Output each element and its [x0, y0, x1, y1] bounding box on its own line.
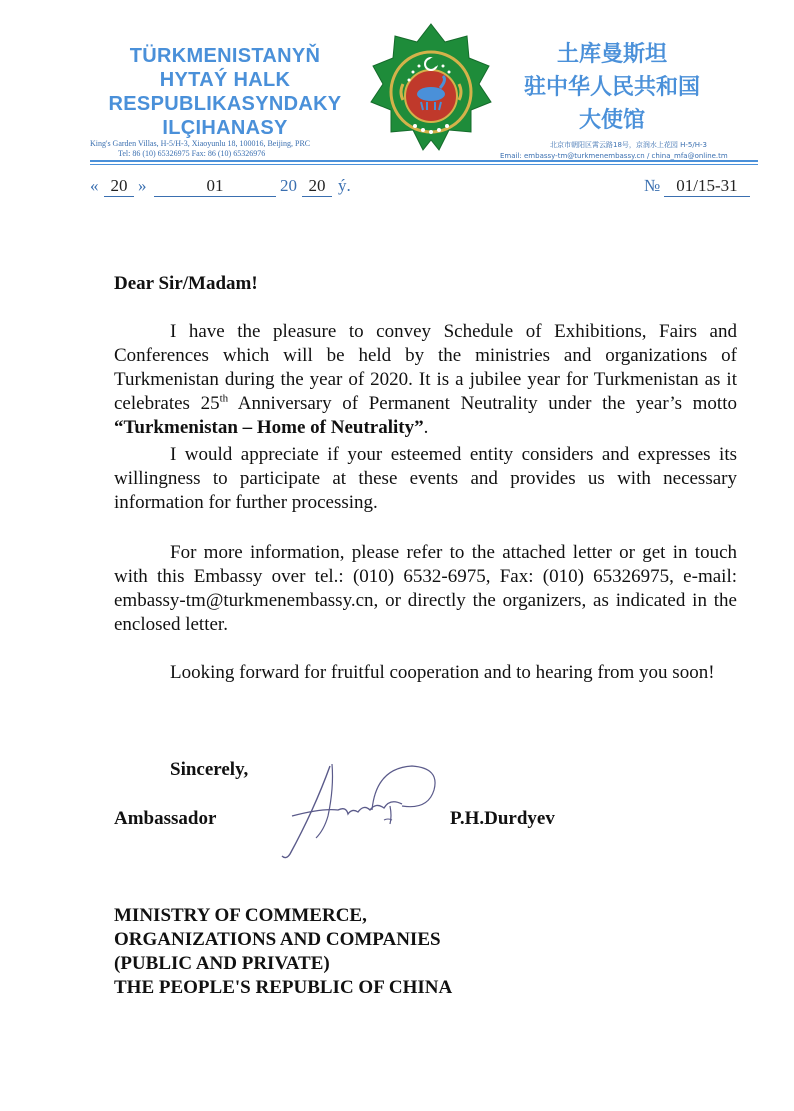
reference-number-label: №	[644, 176, 661, 195]
date-reference-row	[90, 176, 758, 202]
letterhead-left	[90, 44, 360, 158]
letterhead-left-line-2: HYTAÝ HALK	[159, 69, 291, 91]
turkmenistan-emblem-icon	[361, 22, 501, 162]
date-close-quote: »	[138, 176, 147, 195]
letterhead-right-line-2: 驻中华人民共和国	[523, 75, 700, 100]
signer-title: Ambassador	[114, 808, 217, 829]
recipient-block	[114, 904, 737, 1000]
recipient-line-4: THE PEOPLE'S REPUBLIC OF CHINA	[114, 977, 453, 998]
letterhead-right-address-1: 北京市朝阳区霄云路18号，京润水上花园 H-5/H-3	[550, 141, 707, 149]
date-year-mark: ý.	[338, 176, 351, 195]
closing: Sincerely,	[170, 759, 249, 780]
letterhead-right-address-2: Email: embassy-tm@turkmenembassy.cn / china_mfa@online.tm	[500, 152, 728, 160]
letterhead-right-address	[500, 140, 760, 162]
letterhead-left-address-2: Tel: 86 (10) 65326975 Fax: 86 (10) 65326976	[118, 149, 266, 158]
letterhead-left-line-4: ILÇIHANASY	[162, 117, 288, 139]
paragraph-1-end: .	[423, 417, 429, 438]
paragraph-1	[114, 320, 737, 440]
date-year-suffix: 20	[302, 176, 332, 197]
letterhead-rule	[90, 160, 758, 162]
letterhead-left-line-1: TÜRKMENISTANYŇ	[129, 45, 321, 67]
letterhead-left-line-3: RESPUBLIKASYNDAKY	[108, 93, 342, 115]
letterhead-right	[500, 38, 728, 160]
date-day: 20	[104, 176, 134, 197]
date-year-prefix: 20	[280, 176, 297, 195]
greeting: Dear Sir/Madam!	[114, 273, 258, 294]
recipient-line-2: ORGANIZATIONS AND COMPANIES	[114, 929, 441, 950]
letterhead-right-line-1: 土库曼斯坦	[556, 42, 667, 67]
recipient-line-3: (PUBLIC AND PRIVATE)	[114, 953, 330, 974]
letterhead-rule-thin	[90, 164, 758, 165]
paragraph-1-text-a: I have the pleasure to convey Schedule of Exhibitions, Fairs and Conferences which will be held by the ministries and organizations of Turkmenistan during the year of 2020. It is a jubilee year for Turkmenistan as it celebrates 25	[114, 321, 737, 414]
letterhead-left-address	[90, 139, 360, 159]
paragraph-4: Looking forward for fruitful cooperation and to hearing from you soon!	[170, 662, 715, 683]
letterhead-left-address-1: King's Garden Villas, H-5/H-3, Xiaoyunlu 18, 100016, Beijing, PRC	[90, 139, 311, 148]
date-month: 01	[154, 176, 276, 197]
letterhead-right-line-3: 大使馆	[578, 108, 645, 133]
paragraph-2: I would appreciate if your esteemed entity considers and expresses its willingness to participate at these events and provides us with necessary information for further processing.	[114, 444, 737, 513]
paragraph-1-superscript: th	[219, 392, 229, 405]
paragraph-3: For more information, please refer to the attached letter or get in touch with this Embassy over tel.: (010) 6532-6975, Fax: (010) 65326975, e-mail: embassy-tm@turkmenembassy.cn, or directly the organizers, as indicated in the enclosed letter.	[114, 542, 737, 635]
signer-name: P.H.Durdyev	[450, 808, 555, 829]
handwritten-signature	[272, 758, 442, 864]
paragraph-1-motto: “Turkmenistan – Home of Neutrality”	[114, 417, 424, 438]
reference-number: 01/15-31	[664, 176, 750, 197]
paragraph-1-text-b: Anniversary of Permanent Neutrality under the year’s motto	[228, 393, 737, 414]
recipient-line-1: MINISTRY OF COMMERCE,	[114, 905, 367, 926]
date-open-quote: «	[90, 176, 99, 195]
